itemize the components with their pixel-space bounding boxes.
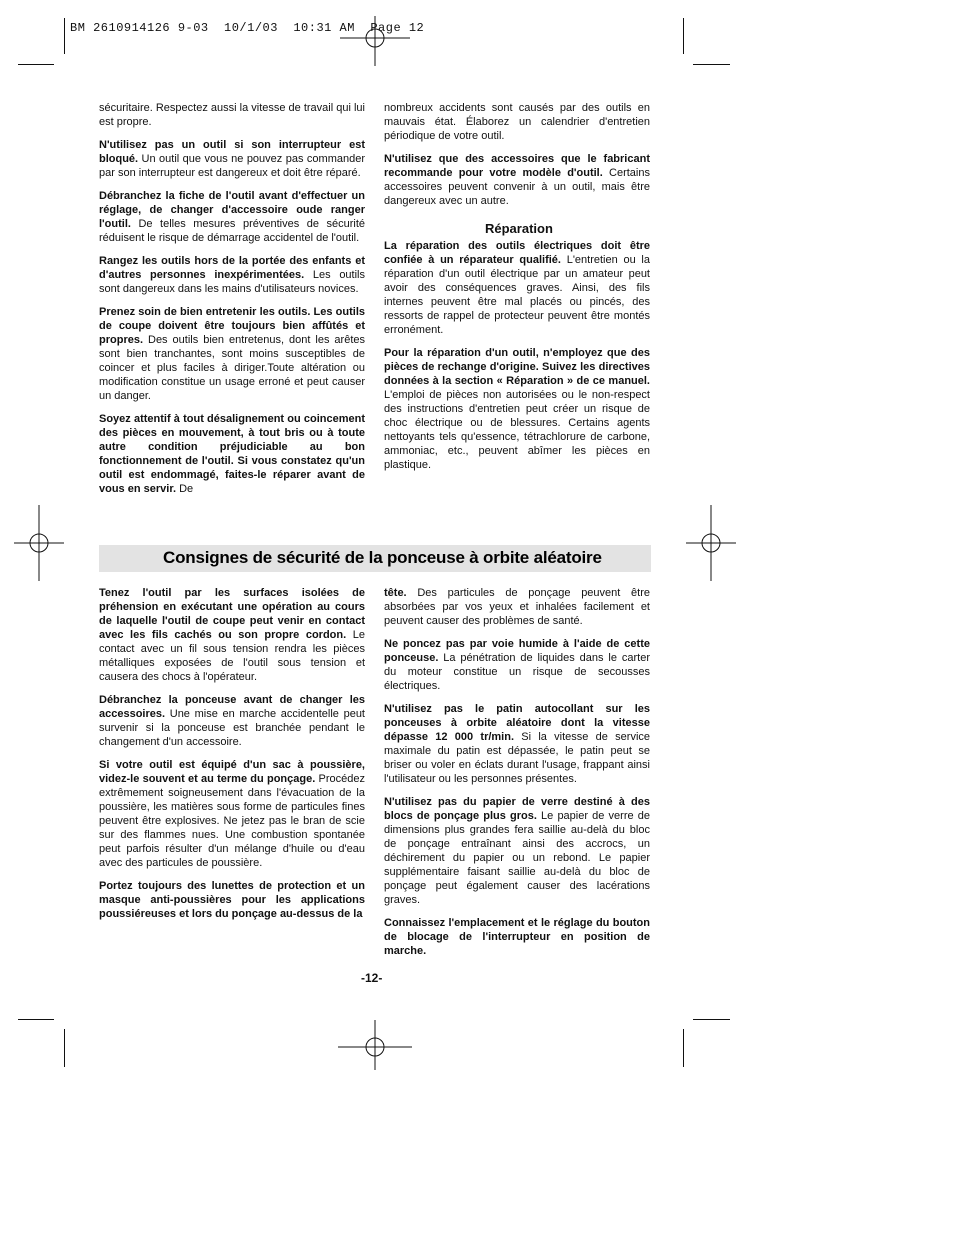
crop-mark-top-right-v: [683, 18, 684, 54]
paragraph: Connaissez l'emplacement et le réglage du bouton de blocage de l'interrupteur en position de marche.: [384, 917, 650, 957]
paragraph: N'utilisez pas du papier de verre destiné à des blocs de ponçage plus gros. Le papier de verre de dimensions plus grandes fera saillie au-delà du bloc de ponçage entraînant ainsi des accrocs, un déchirement du papier ou un rebond. Le papier supplémentaire faisant saillie au-delà du bloc de ponçage peut également causer des lacérations graves.: [384, 796, 650, 906]
registration-mark-right: [686, 505, 736, 581]
crop-mark-top-left-v: [64, 18, 65, 54]
crop-mark-top-left-h: [18, 64, 54, 65]
paragraph: tête. Des particules de ponçage peuvent être absorbées par vos yeux et inhalées facilement et peuvent causer des problèmes de santé.: [384, 587, 650, 627]
paragraph: Si votre outil est équipé d'un sac à poussière, videz-le souvent et au terme du ponçage. Procédez extrêmement soigneusement dans l'évacuation de la poussière, les matières sous forme de particules fines peuvent être explosives. Ne jetez pas le bran de scie sur des flammes nues. Une combustion spontanée peut parfois résulter d'un mélange d'huile ou d'eau avec des particules de poussière.: [99, 759, 365, 869]
paragraph: Ne poncez pas par voie humide à l'aide de cette ponceuse. La pénétration de liquides dans le carter du moteur constitue un risque de secousses électriques.: [384, 638, 650, 692]
crop-mark-bottom-left-h: [18, 1019, 54, 1020]
print-slug-line: BM 2610914126 9-03 10/1/03 10:31 AM Page 12: [70, 21, 425, 35]
page-number: -12-: [361, 971, 383, 985]
paragraph: Tenez l'outil par les surfaces isolées de préhension en exécutant une opération au cours de laquelle l'outil de coupe peut venir en contact avec les fils cachés ou son propre cordon. Le contact avec un fil sous tension rendra les pièces métalliques exposées de l'outil sous tension et causera des chocs à l'opérateur.: [99, 587, 365, 683]
paragraph: La réparation des outils électriques doit être confiée à un réparateur qualifié. L'entretien ou la réparation d'un outil électrique par un amateur peut avoir des conséquences graves. Ainsi, des fils internes peuvent être mal placés ou pincés, des ressorts de rappel de protecteur peuvent être montés erronément.: [384, 240, 650, 336]
registration-mark-bottom: [338, 1020, 412, 1070]
registration-mark-left: [14, 505, 64, 581]
crop-mark-top-right-h: [693, 64, 730, 65]
bottom-right-column: [384, 586, 650, 967]
top-right-column: [384, 101, 650, 481]
paragraph: Portez toujours des lunettes de protection et un masque anti-poussières pour les applications poussiéreuses et lors du ponçage au-dessus de la: [99, 880, 365, 920]
paragraph: N'utilisez que des accessoires que le fabricant recommande pour votre modèle d'outil. Certains accessoires peuvent convenir à un outil, mais être dangereux avec un autre.: [384, 153, 650, 207]
paragraph: sécuritaire. Respectez aussi la vitesse de travail qui lui est propre.: [99, 102, 365, 128]
paragraph: Soyez attentif à tout désalignement ou coincement des pièces en mouvement, à tout bris ou à toute autre condition préjudiciable au bon fonctionnement de l'outil. Si vous constatez qu'un outil est endommagé, faites-le réparer avant de vous en servir. De: [99, 413, 365, 495]
bottom-left-column: [99, 586, 365, 930]
paragraph: Débranchez la fiche de l'outil avant d'effectuer un réglage, de changer d'accessoire oude ranger l'outil. De telles mesures préventives de sécurité réduisent le risque de démarrage accidentel de l'outil.: [99, 190, 365, 244]
paragraph: nombreux accidents sont causés par des outils en mauvais état. Élaborez un calendrier d'entretien périodique de votre outil.: [384, 102, 650, 142]
repair-heading: Réparation: [485, 221, 553, 236]
crop-mark-bottom-right-v: [683, 1029, 684, 1067]
top-left-column: [99, 101, 365, 505]
section-title: Consignes de sécurité de la ponceuse à orbite aléatoire: [163, 548, 602, 567]
registration-mark-top: [340, 16, 410, 66]
paragraph: Prenez soin de bien entretenir les outils. Les outils de coupe doivent être toujours bien affûtés et propres. Des outils bien entretenus, dont les arêtes sont bien tranchantes, sont moins susceptibles de coincer et plus faciles à diriger.Toute altération ou modification constitue un usage erroné et peut causer un danger.: [99, 306, 365, 402]
paragraph: N'utilisez pas le patin autocollant sur les ponceuses à orbite aléatoire dont la vitesse dépasse 12 000 tr/min. Si la vitesse de service maximale du patin est dépassée, le patin peut se briser ou voler en éclats durant l'usage, frappant ainsi l'utilisateur ou les personnes présentes.: [384, 703, 651, 785]
paragraph: Rangez les outils hors de la portée des enfants et d'autres personnes inexpérimentées. Les outils sont dangereux dans les mains d'utilisateurs novices.: [99, 255, 365, 295]
paragraph: Débranchez la ponceuse avant de changer les accessoires. Une mise en marche accidentelle peut survenir si la ponceuse est branchée pendant le changement d'un accessoire.: [99, 694, 365, 748]
paragraph: Pour la réparation d'un outil, n'employez que des pièces de rechange d'origine. Suivez les directives données à la section « Réparation » de ce manuel. L'emploi de pièces non autorisées ou le non-respect des instructions d'entretien peut créer un risque de choc électrique ou de blessures. Certains agents nettoyants tels qu'essence, tétrachlorure de carbone, ammoniac, etc., peuvent abîmer les pièces en plastique.: [384, 347, 650, 471]
paragraph: N'utilisez pas un outil si son interrupteur est bloqué. Un outil que vous ne pouvez pas commander par son interrupteur est dangereux et doit être réparé.: [99, 139, 365, 179]
crop-mark-bottom-right-h: [693, 1019, 730, 1020]
crop-mark-bottom-left-v: [64, 1029, 65, 1067]
